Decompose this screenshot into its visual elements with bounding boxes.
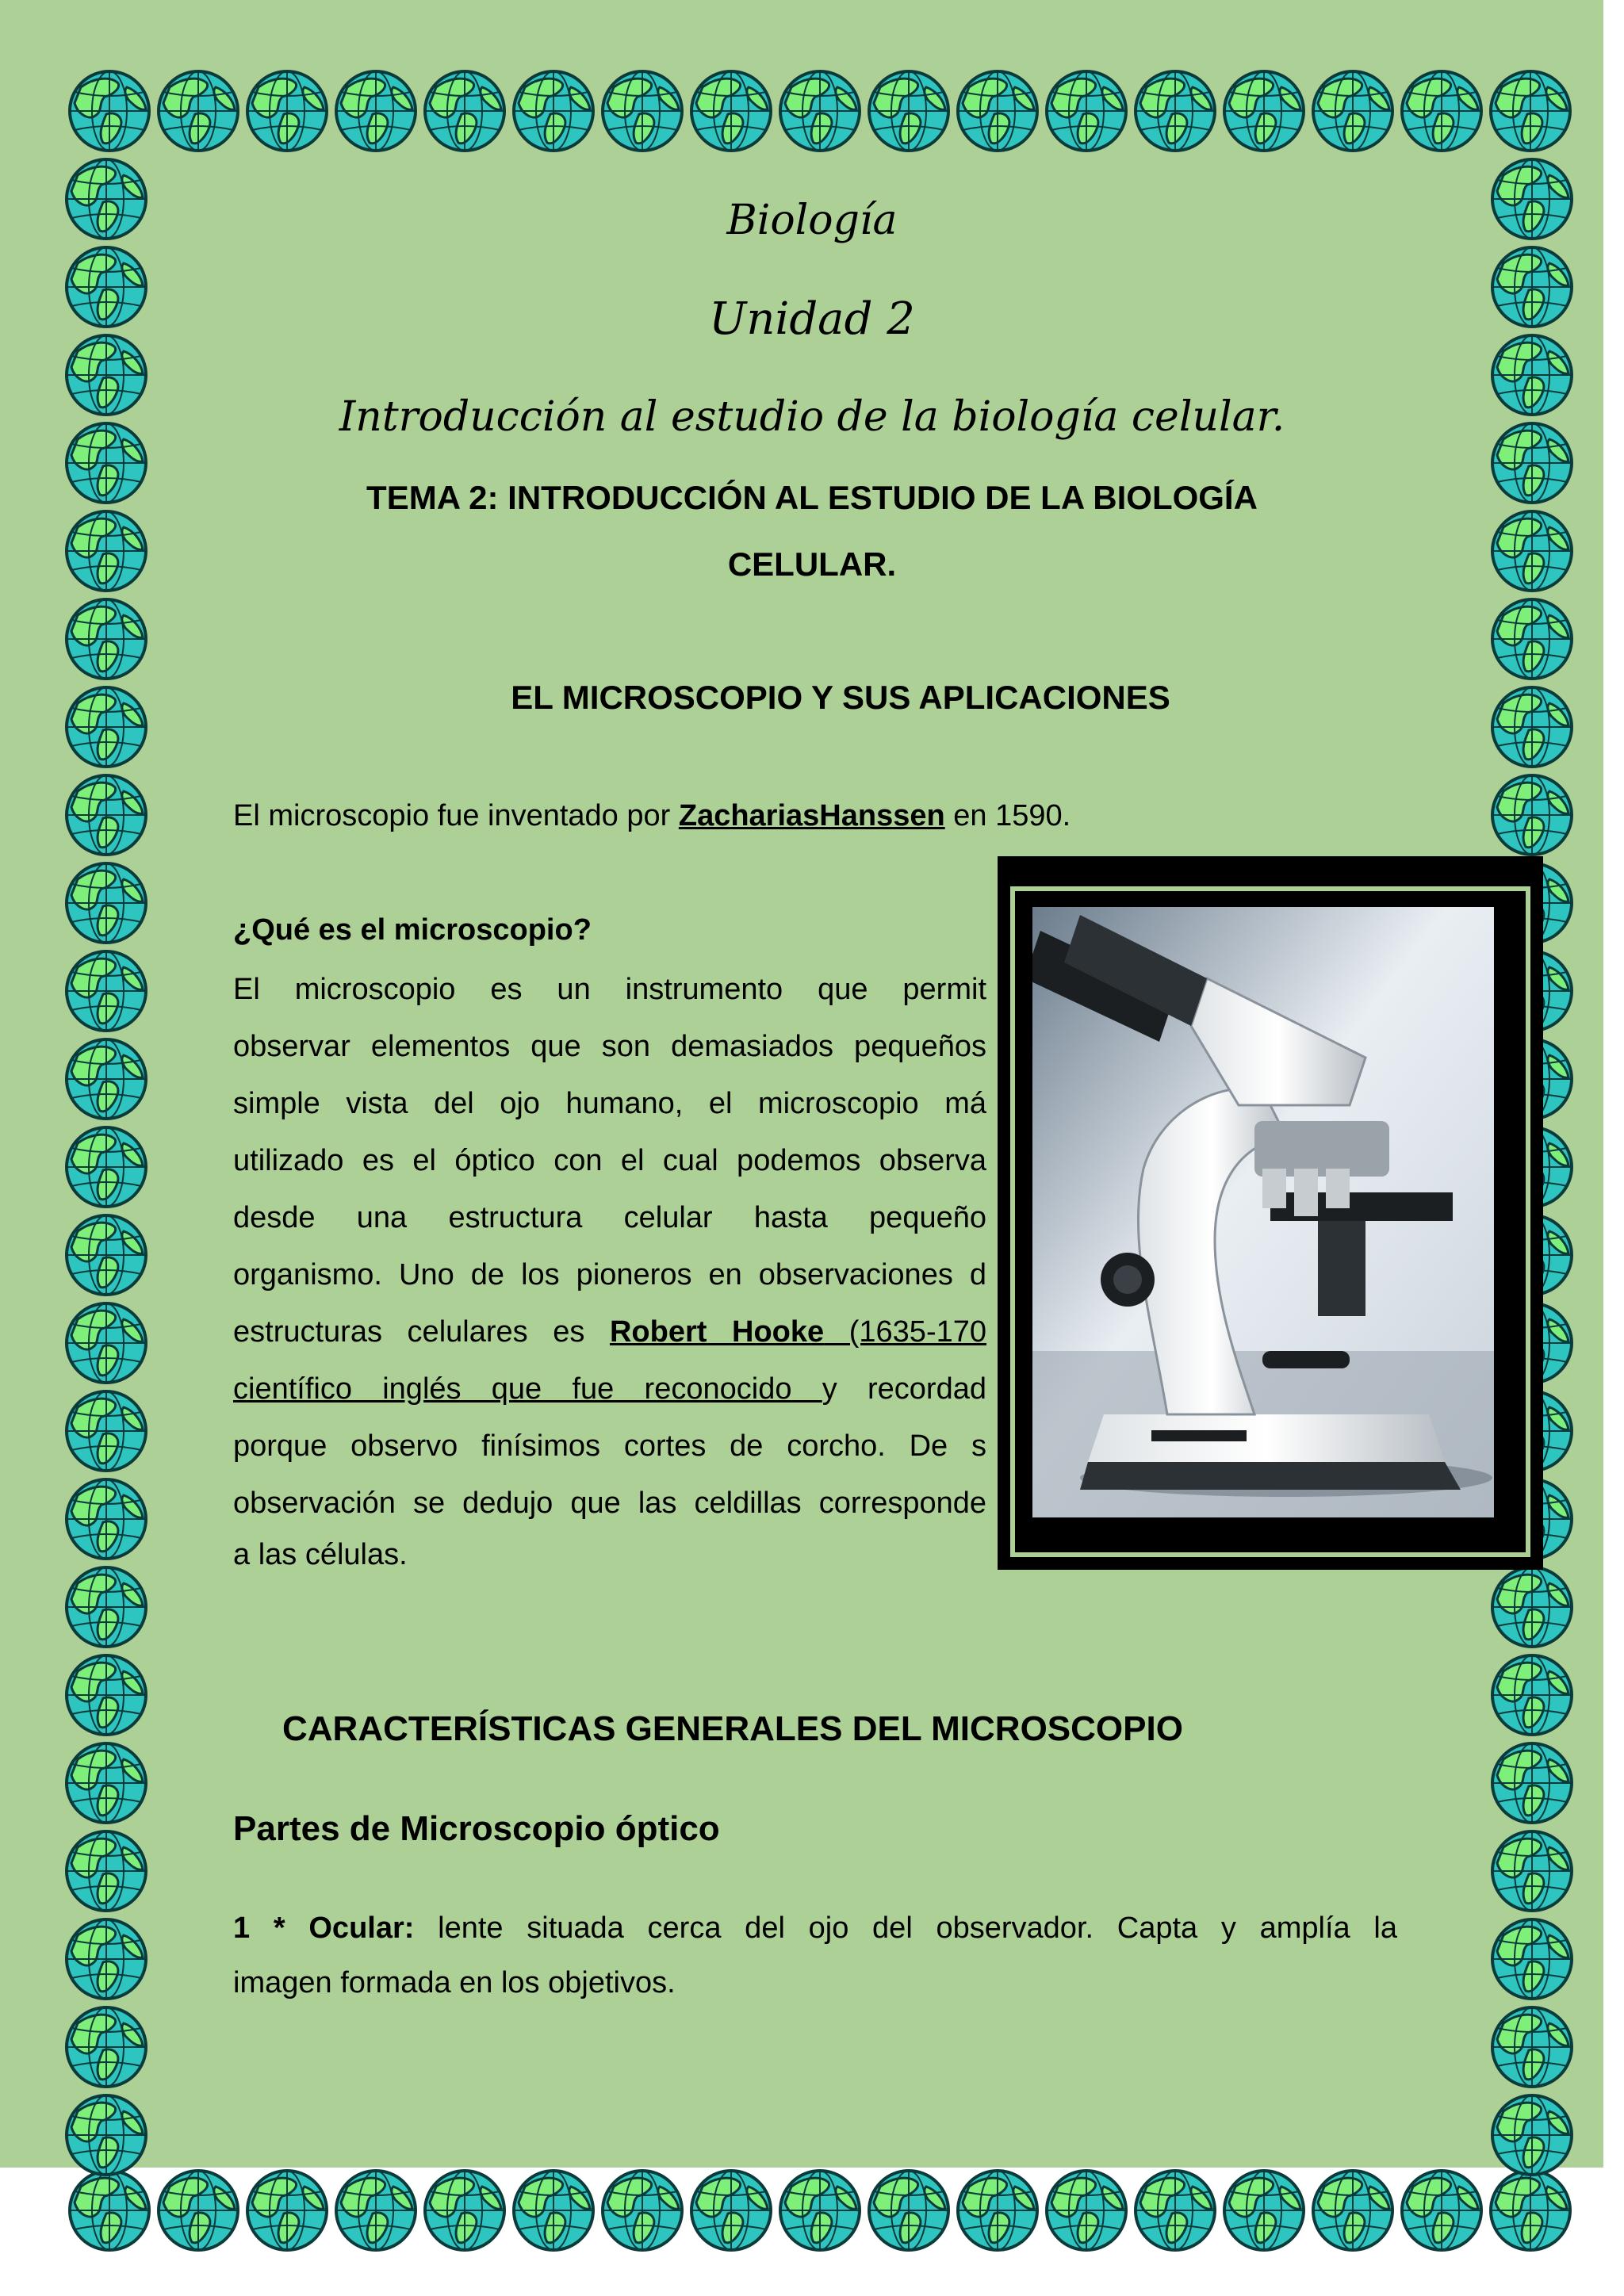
paragraph-line: observación se dedujo que las celdillas corresponde [233, 1487, 986, 1520]
item-number: 1 * [233, 1911, 309, 1945]
ocular-line1 [233, 1900, 1397, 1957]
paragraph-line: observar elementos que son demasiados pequeños [233, 1030, 986, 1063]
paragraph-line-hooke [233, 1303, 986, 1360]
microscope-section-heading: EL MICROSCOPIO Y SUS APLICACIONES [511, 679, 1170, 716]
tema-heading-line1: TEMA 2: INTRODUCCIÓN AL ESTUDIO DE LA BIOLOGÍA [366, 479, 1258, 516]
paragraph-line: simple vista del ojo humano, el microscopio má [233, 1087, 986, 1120]
paragraph-line: utilizado es el óptico con el cual podemos observa [233, 1144, 986, 1177]
parts-subheading: Partes de Microscopio óptico [233, 1809, 720, 1848]
inventor-suffix: en 1590. [944, 799, 1071, 832]
hooke-prefix: estructuras celulares es [233, 1315, 610, 1349]
paragraph-line: organismo. Uno de los pioneros en observaciones d [233, 1258, 986, 1292]
paragraph-line: El microscopio es un instrumento que permit [233, 973, 986, 1006]
inventor-sentence [233, 799, 1071, 833]
question-heading: ¿Qué es el microscopio? [233, 913, 592, 947]
paragraph-line-scientist [233, 1360, 986, 1418]
unit-subtitle: Introducción al estudio de la biología celular. [339, 393, 1285, 441]
ocular-line2: imagen formada en los objetivos. [233, 1966, 676, 1999]
paragraph-line: porque observo finísimos cortes de corcho. De s [233, 1429, 986, 1463]
inventor-prefix: El microscopio fue inventado por [233, 799, 679, 832]
ocular-description: lente situada cerca del ojo del observador. Capta y amplía la [414, 1911, 1397, 1945]
photo-frame [998, 856, 1543, 1570]
inventor-name-link[interactable]: ZachariasHanssen [678, 799, 945, 832]
scientist-underlined: científico inglés que fue reconocido [233, 1372, 822, 1406]
subject-title: Biología [726, 197, 898, 244]
page-bottom-margin [0, 2168, 1624, 2296]
ocular-term: Ocular: [308, 1911, 415, 1945]
hooke-dates: (1635-170 [824, 1315, 986, 1349]
hooke-name-link[interactable]: Robert Hooke [609, 1315, 825, 1349]
scientist-suffix: y recordad [822, 1372, 986, 1406]
tema-heading-line2: CELULAR. [727, 545, 897, 583]
paragraph-last-line: a las células. [233, 1538, 408, 1571]
unit-title: Unidad 2 [709, 293, 915, 345]
paragraph-line: desde una estructura celular hasta pequeño [233, 1201, 986, 1234]
characteristics-heading: CARACTERÍSTICAS GENERALES DEL MICROSCOPIO [282, 1709, 1183, 1748]
microscope-photo [1032, 907, 1494, 1517]
